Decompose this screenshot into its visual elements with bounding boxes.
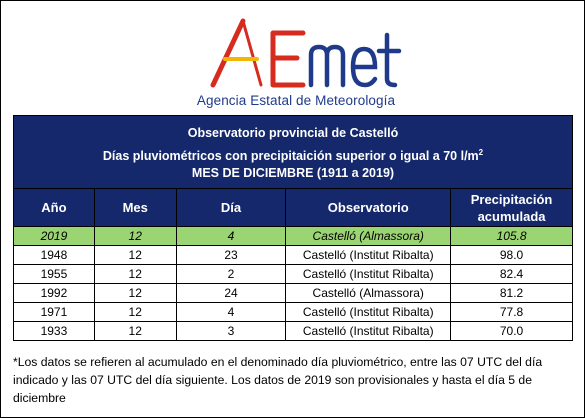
cell-day: 2 — [176, 265, 286, 284]
cell-precip: 82.4 — [451, 265, 573, 284]
cell-station: Castelló (Almassora) — [286, 284, 451, 303]
cell-station: Castelló (Institut Ribalta) — [286, 265, 451, 284]
table-row — [14, 265, 573, 284]
cell-day: 23 — [176, 246, 286, 265]
cell-station: Castelló (Institut Ribalta) — [286, 322, 451, 341]
footnote: *Los datos se refieren al acumulado en el denominado día pluviométrico, entre las 07 UTC del día indicado y las 07 UTC del día siguiente. Los datos de 2019 son provisionales y hasta el día 5 de diciembre — [13, 355, 543, 405]
table-row — [14, 303, 573, 322]
cell-station: Castelló (Institut Ribalta) — [286, 303, 451, 322]
col-header-station: Observatorio — [286, 189, 451, 227]
table-row — [14, 322, 573, 341]
col-header-precip: Precipitación acumulada — [451, 189, 573, 227]
col-header-year: Año — [14, 189, 95, 227]
cell-year: 1933 — [14, 322, 95, 341]
cell-year: 1955 — [14, 265, 95, 284]
table-title-line3: MES DE DICIEMBRE (1911 a 2019) — [191, 166, 395, 180]
cell-day: 4 — [176, 303, 286, 322]
cell-month: 12 — [94, 265, 176, 284]
cell-precip: 77.8 — [451, 303, 573, 322]
cell-month: 12 — [94, 246, 176, 265]
cell-year: 1948 — [14, 246, 95, 265]
table-title-line1: Observatorio provincial de Castelló — [187, 126, 399, 140]
cell-year: 2019 — [14, 227, 95, 246]
table-title-block — [14, 116, 573, 189]
cell-year: 1971 — [14, 303, 95, 322]
table-title-line2: Días pluviométricos con precipitaición superior o igual a 70 $l/m^2$ — [102, 148, 484, 164]
cell-precip: 70.0 — [451, 322, 573, 341]
cell-station: Castelló (Almassora) — [286, 227, 451, 246]
cell-station: Castelló (Institut Ribalta) — [286, 246, 451, 265]
logo-subtitle: Agencia Estatal de Meteorología — [196, 93, 396, 108]
cell-month: 12 — [94, 227, 176, 246]
cell-day: 3 — [176, 322, 286, 341]
cell-month: 12 — [94, 303, 176, 322]
cell-month: 12 — [94, 322, 176, 341]
cell-precip: 81.2 — [451, 284, 573, 303]
col-header-month: Mes — [94, 189, 176, 227]
precipitation-table — [13, 115, 573, 341]
aemet-logo — [181, 13, 421, 108]
table-row-highlighted — [14, 227, 573, 246]
cell-precip: 98.0 — [451, 246, 573, 265]
cell-precip: 105.8 — [451, 227, 573, 246]
cell-day: 24 — [176, 284, 286, 303]
col-header-day: Día — [176, 189, 286, 227]
cell-day: 4 — [176, 227, 286, 246]
cell-month: 12 — [94, 284, 176, 303]
aemet-logo-mark — [203, 13, 403, 91]
table-row — [14, 246, 573, 265]
column-header-row — [14, 189, 573, 227]
cell-year: 1992 — [14, 284, 95, 303]
table-row — [14, 284, 573, 303]
